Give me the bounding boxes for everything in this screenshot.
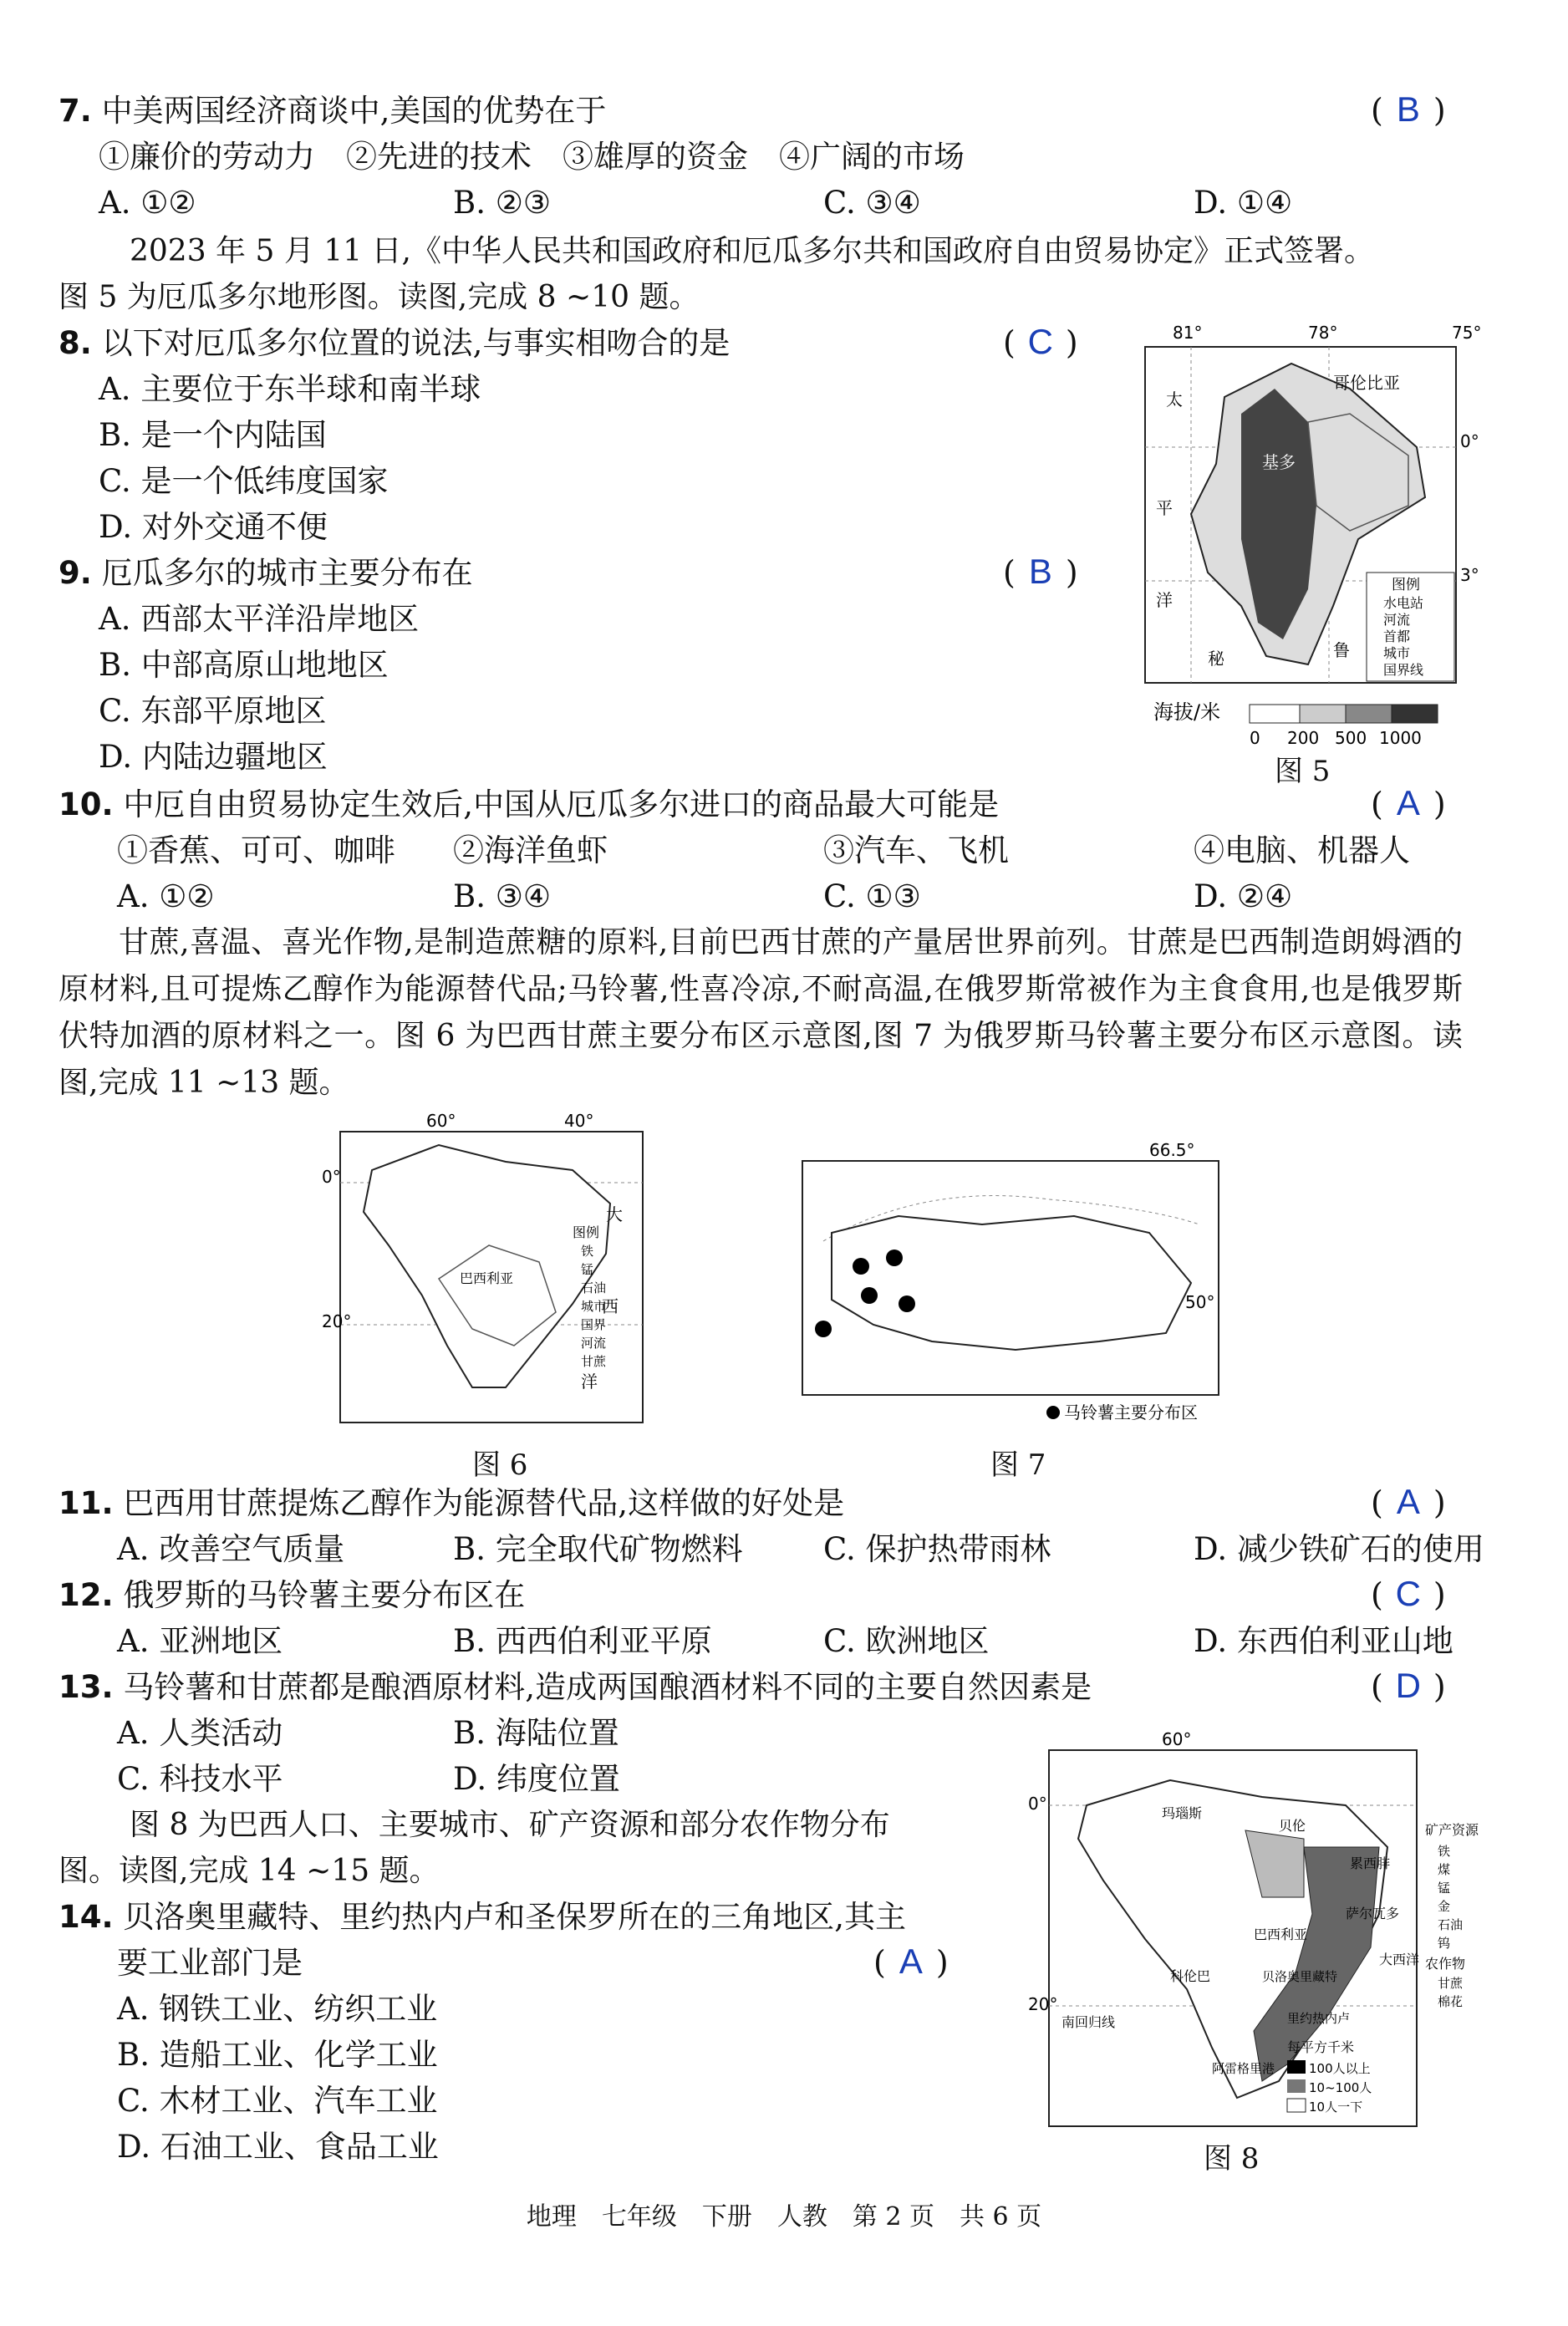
fig5-colombia: 哥伦比亚 (1333, 373, 1400, 393)
q10-option-d: D. ②④ (1194, 878, 1293, 914)
q9-answer-letter: B (1028, 552, 1052, 591)
figure-6 (322, 1112, 648, 1429)
intro3-line1: 图 8 为巴西人口、主要城市、矿产资源和部分农作物分布 (130, 1808, 890, 1842)
figure-5-map (1141, 322, 1492, 777)
q9-text: 厄瓜多尔的城市主要分布在 (101, 555, 473, 591)
fig5-lat-3: 3° (1460, 565, 1479, 585)
fig6-lon-40: 40° (564, 1112, 594, 1131)
q8-option-a: A. 主要位于东半球和南半球 (99, 371, 481, 407)
fig5-elev-label: 海拔/米 (1153, 700, 1221, 724)
fig7-lat-50: 50° (1185, 1292, 1215, 1312)
q14-stem-line1 (59, 1898, 906, 1937)
figure-6-caption: 图 6 (472, 1448, 528, 1482)
q8-number: 8. (59, 325, 92, 361)
figure-5-caption: 图 5 (1275, 755, 1331, 788)
q8-answer-letter: C (1027, 322, 1053, 361)
q10-stem (59, 786, 999, 824)
fig5-peru-2: 鲁 (1333, 640, 1350, 660)
fig5-pacific-3: 洋 (1156, 590, 1173, 610)
fig6-atlantic-2: 西 (602, 1296, 619, 1316)
figure-7-caption: 图 7 (990, 1448, 1046, 1482)
q11-option-d: D. 减少铁矿石的使用 (1194, 1531, 1484, 1567)
q8-option-c: C. 是一个低纬度国家 (99, 463, 389, 499)
q7-option-a: A. ①② (99, 185, 196, 221)
q10-answer: ( A ) (1371, 783, 1446, 822)
q10-item-3: ③汽车、飞机 (823, 832, 1009, 868)
q14-answer: ( A ) (873, 1942, 949, 1981)
q14-option-b: B. 造船工业、化学工业 (117, 2037, 438, 2073)
page-footer: 地理 七年级 下册 人教 第 2 页 共 6 页 (526, 2202, 1042, 2232)
figure-7 (798, 1141, 1233, 1429)
q9-option-a: A. 西部太平洋沿岸地区 (99, 601, 420, 637)
figure-8 (1028, 1730, 1496, 2131)
fig5-elev-0: 0 (1250, 728, 1260, 748)
fig8-recife: 累西腓 (1350, 1855, 1391, 1871)
q7-answer: ( B ) (1371, 89, 1446, 129)
q12-answer: ( C ) (1371, 1574, 1446, 1613)
fig8-tropic: 南回归线 (1061, 2014, 1116, 2030)
fig8-legend-sugarcane: 甘蔗 (1438, 1976, 1464, 1991)
q14-option-d: D. 石油工业、食品工业 (117, 2129, 439, 2165)
intro2-paragraph: 甘蔗,喜温、喜光作物,是制造蔗糖的原料,目前巴西甘蔗的产量居世界前列。甘蔗是巴西制造朗姆酒的原材料,且可提炼乙醇作为能源替代品;马铃薯,性喜冷凉,不耐高温,在俄罗斯常被作为主食食用,也是俄罗斯伏特加酒的原材料之一。图 6 为巴西甘蔗主要分布区示意图,图 7 为俄罗斯马铃薯主要分布区示意图。读图,完成 11 ~13 题。 (59, 925, 1463, 1100)
q10-option-b: B. ③④ (453, 878, 552, 914)
q13-answer-letter: D (1395, 1666, 1421, 1705)
fig5-legend-capital: 首都 (1383, 629, 1411, 644)
q8-stem (59, 324, 730, 363)
fig8-lat-20: 20° (1028, 1994, 1058, 2014)
fig8-atlantic: 大西洋 (1379, 1952, 1420, 1967)
q12-text: 俄罗斯的马铃薯主要分布区在 (123, 1577, 526, 1613)
fig8-legend-oil: 石油 (1438, 1917, 1464, 1932)
fig6-lat-0: 0° (322, 1167, 341, 1187)
fig8-legend-cotton: 棉花 (1438, 1994, 1464, 2009)
fig8-rio: 里约热内卢 (1287, 2011, 1351, 2026)
fig7-legend: 马铃薯主要分布区 (1064, 1402, 1198, 1423)
q10-answer-letter: A (1396, 783, 1420, 822)
fig6-lon-60: 60° (426, 1112, 456, 1131)
q7-answer-letter: B (1396, 89, 1420, 129)
figure-5 (1141, 322, 1492, 777)
fig8-legend-gold: 金 (1438, 1899, 1451, 1914)
fig5-peru-1: 秘 (1208, 649, 1224, 669)
q11-answer: ( A ) (1371, 1482, 1446, 1521)
fig5-pacific-2: 平 (1156, 498, 1173, 518)
fig5-lon-78: 78° (1308, 323, 1338, 343)
fig5-elev-500: 500 (1335, 728, 1367, 748)
fig5-legend-border: 国界线 (1383, 662, 1424, 678)
fig5-legend-title: 图例 (1392, 577, 1420, 593)
intro3-line2: 图。读图,完成 14 ~15 题。 (59, 1854, 440, 1888)
q10-item-2: ②海洋鱼虾 (453, 832, 608, 868)
q12-answer-letter: C (1395, 1574, 1421, 1613)
q13-stem (59, 1668, 1092, 1707)
q8-text: 以下对厄瓜多尔位置的说法,与事实相吻合的是 (101, 325, 731, 361)
q14-number: 14. (59, 1899, 114, 1935)
fig8-legend-minerals: 矿产资源 (1425, 1822, 1479, 1838)
q13-number: 13. (59, 1669, 114, 1705)
figure-6-map (322, 1112, 648, 1429)
q14-option-a: A. 钢铁工业、纺织工业 (117, 1991, 438, 2027)
fig8-belem: 贝伦 (1279, 1818, 1306, 1834)
q9-answer: ( B ) (1003, 552, 1078, 591)
fig8-legend-mn: 锰 (1438, 1881, 1451, 1896)
q10-number: 10. (59, 786, 114, 822)
fig8-corumba: 科伦巴 (1170, 1968, 1211, 1984)
q11-option-a: A. 改善空气质量 (117, 1531, 345, 1567)
figure-8-caption: 图 8 (1204, 2142, 1260, 2176)
q11-option-c: C. 保护热带雨林 (823, 1531, 1051, 1567)
q13-option-d: D. 纬度位置 (453, 1761, 620, 1797)
q12-number: 12. (59, 1577, 114, 1613)
q7-option-c: C. ③④ (823, 185, 921, 221)
q7-option-b: B. ②③ (453, 185, 552, 221)
q7-option-d: D. ①④ (1194, 185, 1293, 221)
q14-text-1: 贝洛奥里藏特、里约热内卢和圣保罗所在的三角地区,其主 (123, 1899, 907, 1935)
q14-option-c: C. 木材工业、汽车工业 (117, 2083, 438, 2119)
q12-option-c: C. 欧洲地区 (823, 1623, 990, 1659)
fig6-legend-city: 城市 (581, 1299, 607, 1314)
fig8-salvador: 萨尔瓦多 (1346, 1906, 1400, 1921)
q10-item-4: ④电脑、机器人 (1194, 832, 1410, 868)
fig8-legend-mid: 10~100人 (1309, 2080, 1372, 2095)
q9-number: 9. (59, 555, 92, 591)
q11-stem (59, 1484, 844, 1523)
fig6-legend-border: 国界 (581, 1317, 607, 1332)
q12-option-b: B. 西西伯利亚平原 (453, 1623, 712, 1659)
fig5-lon-81: 81° (1173, 323, 1203, 343)
q9-option-b: B. 中部高原山地地区 (99, 647, 389, 683)
fig6-legend-river: 河流 (581, 1336, 607, 1351)
fig6-legend-title: 图例 (573, 1224, 600, 1240)
fig6-atlantic-3: 洋 (581, 1372, 598, 1392)
q14-stem-line2: 要工业部门是 (117, 1945, 303, 1981)
q12-option-d: D. 东西伯利亚山地 (1194, 1623, 1453, 1659)
fig8-manaus: 玛瑙斯 (1162, 1805, 1203, 1821)
q7-stem (59, 92, 606, 130)
q8-answer: ( C ) (1003, 322, 1078, 361)
fig6-brasilia: 巴西利亚 (460, 1270, 514, 1286)
fig8-lon-60: 60° (1162, 1730, 1192, 1749)
q7-text: 中美两国经济商谈中,美国的优势在于 (101, 93, 607, 129)
q8-option-b: B. 是一个内陆国 (99, 417, 327, 453)
fig5-elev-200: 200 (1287, 728, 1320, 748)
fig8-legend-coal: 煤 (1438, 1862, 1451, 1877)
q11-option-b: B. 完全取代矿物燃料 (453, 1531, 743, 1567)
q14-answer-letter: A (899, 1942, 923, 1981)
q10-option-a: A. ①② (117, 878, 215, 914)
fig8-brasilia: 巴西利亚 (1254, 1926, 1308, 1942)
intro1-line1: 2023 年 5 月 11 日,《中华人民共和国政府和厄瓜多尔共和国政府自由贸易协定》正式签署。 (130, 234, 1374, 268)
q11-text: 巴西用甘蔗提炼乙醇作为能源替代品,这样做的好处是 (123, 1485, 845, 1521)
q9-option-d: D. 内陆边疆地区 (99, 739, 328, 775)
fig6-lat-20: 20° (322, 1311, 352, 1331)
fig6-legend-mn: 锰 (581, 1262, 594, 1277)
q13-text: 马铃薯和甘蔗都是酿酒原材料,造成两国酿酒材料不同的主要自然因素是 (123, 1669, 1092, 1705)
figure-7-map (798, 1141, 1233, 1429)
figure-8-map (1028, 1730, 1496, 2131)
fig5-legend-city: 城市 (1383, 645, 1411, 661)
q11-number: 11. (59, 1485, 114, 1521)
q8-option-d: D. 对外交通不便 (99, 509, 328, 545)
fig5-elev-1000: 1000 (1379, 728, 1422, 748)
fig5-pacific-1: 太 (1166, 389, 1183, 410)
q7-items: ①廉价的劳动力 ②先进的技术 ③雄厚的资金 ④广阔的市场 (99, 139, 965, 175)
q7-number: 7. (59, 93, 92, 129)
fig8-lat-0: 0° (1028, 1794, 1047, 1814)
q9-stem (59, 554, 473, 593)
fig8-legend-low: 10人一下 (1309, 2100, 1363, 2115)
fig6-atlantic-1: 大 (606, 1204, 623, 1224)
fig7-lat-66: 66.5° (1149, 1141, 1195, 1160)
fig8-legend-density: 每平方千米 (1287, 2039, 1355, 2055)
q10-item-1: ①香蕉、可可、咖啡 (117, 832, 395, 868)
fig6-legend-iron: 铁 (581, 1244, 594, 1259)
q12-stem (59, 1576, 525, 1615)
q13-option-a: A. 人类活动 (117, 1715, 283, 1751)
fig6-legend-oil: 石油 (581, 1280, 607, 1295)
intro1-line2: 图 5 为厄瓜多尔地形图。读图,完成 8 ~10 题。 (59, 280, 700, 314)
fig8-belo-horizonte: 贝洛奥里藏特 (1262, 1969, 1338, 1984)
fig8-legend-tungsten: 钨 (1438, 1936, 1451, 1951)
q11-answer-letter: A (1396, 1482, 1420, 1521)
q13-option-c: C. 科技水平 (117, 1761, 283, 1797)
fig5-quito: 基多 (1262, 452, 1296, 472)
q10-option-c: C. ①③ (823, 878, 921, 914)
q10-text: 中厄自由贸易协定生效后,中国从厄瓜多尔进口的商品最大可能是 (123, 786, 1000, 822)
fig8-legend-high: 100人以上 (1309, 2061, 1371, 2076)
fig6-legend-sugarcane: 甘蔗 (581, 1354, 607, 1369)
fig8-legend-iron: 铁 (1438, 1844, 1451, 1859)
q9-option-c: C. 东部平原地区 (99, 693, 327, 729)
q13-answer: ( D ) (1371, 1666, 1446, 1705)
fig5-lat-0: 0° (1460, 431, 1479, 451)
q13-option-b: B. 海陆位置 (453, 1715, 619, 1751)
fig5-lon-75: 75° (1452, 323, 1482, 343)
fig5-legend-river: 河流 (1383, 612, 1411, 628)
fig8-porto-alegre: 阿雷格里港 (1212, 2061, 1275, 2076)
q12-option-a: A. 亚洲地区 (117, 1623, 283, 1659)
fig8-legend-crops: 农作物 (1425, 1956, 1466, 1972)
fig5-legend-hydro: 水电站 (1383, 595, 1424, 611)
